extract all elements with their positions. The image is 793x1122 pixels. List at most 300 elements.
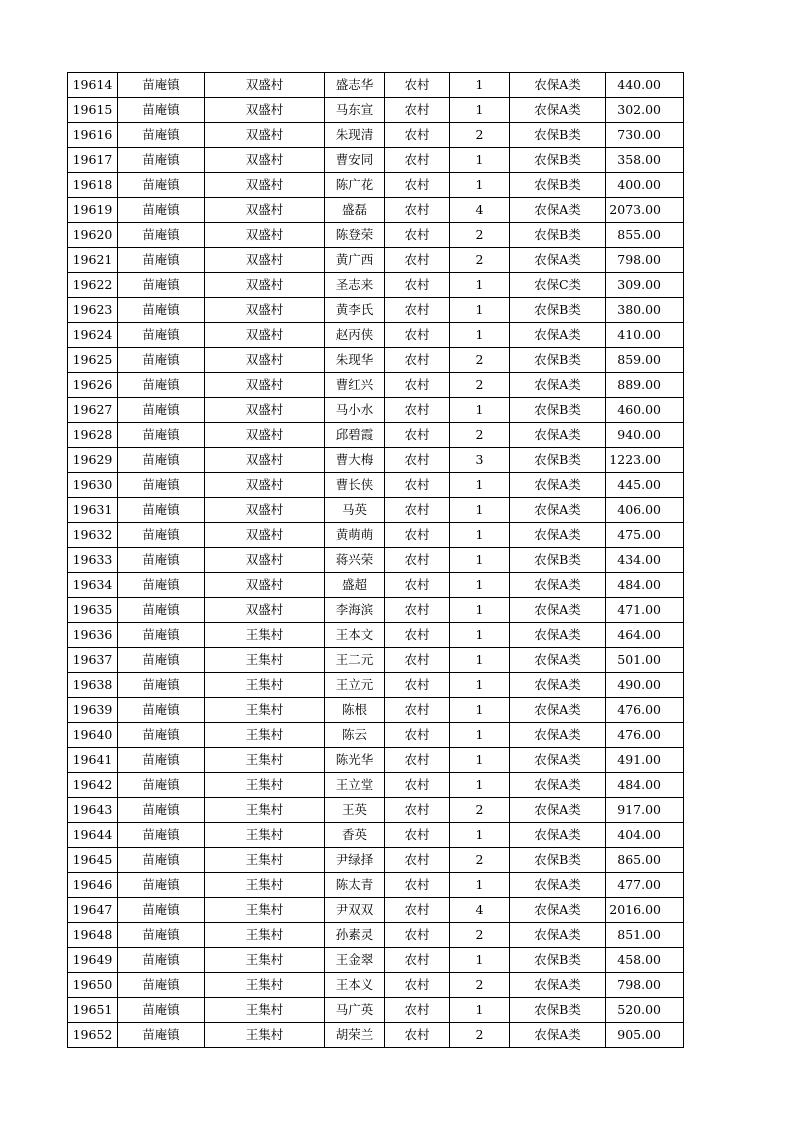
- table-row: [68, 448, 684, 473]
- count-cell: 2: [450, 348, 510, 373]
- name-cell: 黄萌萌: [325, 523, 385, 548]
- village-cell: 王集村: [205, 723, 325, 748]
- type-cell: 农保B类: [510, 148, 606, 173]
- category-cell: 农村: [385, 648, 450, 673]
- town-cell: 苗庵镇: [118, 748, 205, 773]
- category-cell: 农村: [385, 73, 450, 98]
- town-cell: 苗庵镇: [118, 498, 205, 523]
- row-id-cell: 19629: [68, 448, 118, 473]
- table-row: [68, 173, 684, 198]
- row-id-cell: 19636: [68, 623, 118, 648]
- name-cell: 曹红兴: [325, 373, 385, 398]
- category-cell: 农村: [385, 348, 450, 373]
- row-id-cell: 19633: [68, 548, 118, 573]
- category-cell: 农村: [385, 698, 450, 723]
- amount-cell: 440.00: [606, 73, 684, 98]
- town-cell: 苗庵镇: [118, 848, 205, 873]
- count-cell: 2: [450, 798, 510, 823]
- town-cell: 苗庵镇: [118, 398, 205, 423]
- name-cell: 盛超: [325, 573, 385, 598]
- category-cell: 农村: [385, 673, 450, 698]
- town-cell: 苗庵镇: [118, 523, 205, 548]
- table-row: [68, 823, 684, 848]
- count-cell: 1: [450, 298, 510, 323]
- town-cell: 苗庵镇: [118, 298, 205, 323]
- amount-cell: 404.00: [606, 823, 684, 848]
- category-cell: 农村: [385, 123, 450, 148]
- type-cell: 农保A类: [510, 673, 606, 698]
- row-id-cell: 19622: [68, 273, 118, 298]
- table-row: [68, 773, 684, 798]
- amount-cell: 905.00: [606, 1023, 684, 1048]
- table-row: [68, 298, 684, 323]
- count-cell: 1: [450, 473, 510, 498]
- name-cell: 朱现清: [325, 123, 385, 148]
- type-cell: 农保A类: [510, 773, 606, 798]
- amount-cell: 491.00: [606, 748, 684, 773]
- town-cell: 苗庵镇: [118, 998, 205, 1023]
- town-cell: 苗庵镇: [118, 973, 205, 998]
- type-cell: 农保C类: [510, 273, 606, 298]
- village-cell: 双盛村: [205, 498, 325, 523]
- type-cell: 农保B类: [510, 548, 606, 573]
- amount-cell: 471.00: [606, 598, 684, 623]
- row-id-cell: 19631: [68, 498, 118, 523]
- name-cell: 陈广花: [325, 173, 385, 198]
- town-cell: 苗庵镇: [118, 648, 205, 673]
- name-cell: 陈登荣: [325, 223, 385, 248]
- row-id-cell: 19640: [68, 723, 118, 748]
- village-cell: 双盛村: [205, 348, 325, 373]
- village-cell: 王集村: [205, 648, 325, 673]
- town-cell: 苗庵镇: [118, 798, 205, 823]
- table-row: [68, 248, 684, 273]
- town-cell: 苗庵镇: [118, 273, 205, 298]
- town-cell: 苗庵镇: [118, 348, 205, 373]
- type-cell: 农保A类: [510, 98, 606, 123]
- village-cell: 双盛村: [205, 198, 325, 223]
- count-cell: 1: [450, 948, 510, 973]
- village-cell: 双盛村: [205, 573, 325, 598]
- row-id-cell: 19617: [68, 148, 118, 173]
- row-id-cell: 19634: [68, 573, 118, 598]
- category-cell: 农村: [385, 798, 450, 823]
- village-cell: 王集村: [205, 1023, 325, 1048]
- table-row: [68, 998, 684, 1023]
- row-id-cell: 19635: [68, 598, 118, 623]
- town-cell: 苗庵镇: [118, 923, 205, 948]
- type-cell: 农保B类: [510, 173, 606, 198]
- name-cell: 邱碧霞: [325, 423, 385, 448]
- count-cell: 1: [450, 323, 510, 348]
- amount-cell: 475.00: [606, 523, 684, 548]
- name-cell: 尹绿择: [325, 848, 385, 873]
- village-cell: 双盛村: [205, 473, 325, 498]
- village-cell: 王集村: [205, 773, 325, 798]
- count-cell: 1: [450, 273, 510, 298]
- amount-cell: 434.00: [606, 548, 684, 573]
- table-row: [68, 573, 684, 598]
- category-cell: 农村: [385, 923, 450, 948]
- table-row: [68, 973, 684, 998]
- village-cell: 王集村: [205, 973, 325, 998]
- category-cell: 农村: [385, 98, 450, 123]
- name-cell: 曹长侠: [325, 473, 385, 498]
- village-cell: 王集村: [205, 673, 325, 698]
- count-cell: 1: [450, 73, 510, 98]
- table-row: [68, 923, 684, 948]
- type-cell: 农保A类: [510, 523, 606, 548]
- count-cell: 2: [450, 123, 510, 148]
- town-cell: 苗庵镇: [118, 698, 205, 723]
- amount-cell: 380.00: [606, 298, 684, 323]
- category-cell: 农村: [385, 598, 450, 623]
- amount-cell: 859.00: [606, 348, 684, 373]
- count-cell: 2: [450, 1023, 510, 1048]
- table-row: [68, 623, 684, 648]
- count-cell: 2: [450, 373, 510, 398]
- row-id-cell: 19650: [68, 973, 118, 998]
- village-cell: 王集村: [205, 623, 325, 648]
- category-cell: 农村: [385, 273, 450, 298]
- type-cell: 农保A类: [510, 423, 606, 448]
- table-row: [68, 523, 684, 548]
- amount-cell: 798.00: [606, 248, 684, 273]
- amount-cell: 484.00: [606, 573, 684, 598]
- village-cell: 双盛村: [205, 523, 325, 548]
- name-cell: 王立元: [325, 673, 385, 698]
- table-row: [68, 848, 684, 873]
- amount-cell: 2016.00: [606, 898, 684, 923]
- category-cell: 农村: [385, 173, 450, 198]
- type-cell: 农保A类: [510, 1023, 606, 1048]
- amount-cell: 458.00: [606, 948, 684, 973]
- row-id-cell: 19626: [68, 373, 118, 398]
- category-cell: 农村: [385, 148, 450, 173]
- village-cell: 双盛村: [205, 148, 325, 173]
- town-cell: 苗庵镇: [118, 223, 205, 248]
- count-cell: 1: [450, 598, 510, 623]
- row-id-cell: 19638: [68, 673, 118, 698]
- name-cell: 马东宣: [325, 98, 385, 123]
- amount-cell: 889.00: [606, 373, 684, 398]
- amount-cell: 358.00: [606, 148, 684, 173]
- village-cell: 王集村: [205, 848, 325, 873]
- row-id-cell: 19646: [68, 873, 118, 898]
- village-cell: 王集村: [205, 798, 325, 823]
- row-id-cell: 19645: [68, 848, 118, 873]
- name-cell: 李海滨: [325, 598, 385, 623]
- town-cell: 苗庵镇: [118, 548, 205, 573]
- table-row: [68, 723, 684, 748]
- category-cell: 农村: [385, 573, 450, 598]
- row-id-cell: 19620: [68, 223, 118, 248]
- town-cell: 苗庵镇: [118, 898, 205, 923]
- count-cell: 2: [450, 973, 510, 998]
- row-id-cell: 19643: [68, 798, 118, 823]
- name-cell: 黄李氏: [325, 298, 385, 323]
- category-cell: 农村: [385, 723, 450, 748]
- count-cell: 3: [450, 448, 510, 473]
- town-cell: 苗庵镇: [118, 173, 205, 198]
- row-id-cell: 19652: [68, 1023, 118, 1048]
- town-cell: 苗庵镇: [118, 123, 205, 148]
- table-row: [68, 98, 684, 123]
- amount-cell: 406.00: [606, 498, 684, 523]
- type-cell: 农保B类: [510, 448, 606, 473]
- row-id-cell: 19628: [68, 423, 118, 448]
- category-cell: 农村: [385, 748, 450, 773]
- town-cell: 苗庵镇: [118, 423, 205, 448]
- row-id-cell: 19614: [68, 73, 118, 98]
- village-cell: 双盛村: [205, 448, 325, 473]
- amount-cell: 410.00: [606, 323, 684, 348]
- name-cell: 王本文: [325, 623, 385, 648]
- table-row: [68, 498, 684, 523]
- count-cell: 1: [450, 173, 510, 198]
- type-cell: 农保A类: [510, 723, 606, 748]
- table-row: [68, 698, 684, 723]
- category-cell: 农村: [385, 373, 450, 398]
- table-row: [68, 798, 684, 823]
- category-cell: 农村: [385, 498, 450, 523]
- category-cell: 农村: [385, 523, 450, 548]
- name-cell: 王二元: [325, 648, 385, 673]
- type-cell: 农保A类: [510, 473, 606, 498]
- category-cell: 农村: [385, 548, 450, 573]
- row-id-cell: 19632: [68, 523, 118, 548]
- row-id-cell: 19641: [68, 748, 118, 773]
- table-row: [68, 598, 684, 623]
- category-cell: 农村: [385, 423, 450, 448]
- table-row: [68, 473, 684, 498]
- category-cell: 农村: [385, 223, 450, 248]
- category-cell: 农村: [385, 623, 450, 648]
- table-row: [68, 273, 684, 298]
- town-cell: 苗庵镇: [118, 823, 205, 848]
- town-cell: 苗庵镇: [118, 323, 205, 348]
- amount-cell: 501.00: [606, 648, 684, 673]
- category-cell: 农村: [385, 448, 450, 473]
- town-cell: 苗庵镇: [118, 573, 205, 598]
- amount-cell: 917.00: [606, 798, 684, 823]
- row-id-cell: 19623: [68, 298, 118, 323]
- type-cell: 农保A类: [510, 598, 606, 623]
- type-cell: 农保A类: [510, 923, 606, 948]
- count-cell: 2: [450, 248, 510, 273]
- type-cell: 农保A类: [510, 373, 606, 398]
- type-cell: 农保A类: [510, 73, 606, 98]
- count-cell: 1: [450, 723, 510, 748]
- count-cell: 1: [450, 773, 510, 798]
- type-cell: 农保A类: [510, 823, 606, 848]
- village-cell: 双盛村: [205, 73, 325, 98]
- table-row: [68, 73, 684, 98]
- category-cell: 农村: [385, 773, 450, 798]
- count-cell: 1: [450, 398, 510, 423]
- type-cell: 农保A类: [510, 623, 606, 648]
- table-body: [68, 73, 684, 1048]
- category-cell: 农村: [385, 323, 450, 348]
- type-cell: 农保A类: [510, 798, 606, 823]
- village-cell: 双盛村: [205, 298, 325, 323]
- category-cell: 农村: [385, 473, 450, 498]
- town-cell: 苗庵镇: [118, 673, 205, 698]
- name-cell: 盛志华: [325, 73, 385, 98]
- town-cell: 苗庵镇: [118, 723, 205, 748]
- category-cell: 农村: [385, 248, 450, 273]
- town-cell: 苗庵镇: [118, 448, 205, 473]
- name-cell: 王金翠: [325, 948, 385, 973]
- village-cell: 王集村: [205, 898, 325, 923]
- town-cell: 苗庵镇: [118, 773, 205, 798]
- town-cell: 苗庵镇: [118, 73, 205, 98]
- village-cell: 双盛村: [205, 248, 325, 273]
- table-row: [68, 398, 684, 423]
- town-cell: 苗庵镇: [118, 473, 205, 498]
- amount-cell: 851.00: [606, 923, 684, 948]
- category-cell: 农村: [385, 198, 450, 223]
- name-cell: 黄广西: [325, 248, 385, 273]
- type-cell: 农保A类: [510, 323, 606, 348]
- table-row: [68, 648, 684, 673]
- name-cell: 马小水: [325, 398, 385, 423]
- name-cell: 王立堂: [325, 773, 385, 798]
- town-cell: 苗庵镇: [118, 873, 205, 898]
- type-cell: 农保B类: [510, 223, 606, 248]
- count-cell: 1: [450, 623, 510, 648]
- name-cell: 马英: [325, 498, 385, 523]
- village-cell: 王集村: [205, 948, 325, 973]
- name-cell: 孙素灵: [325, 923, 385, 948]
- village-cell: 双盛村: [205, 423, 325, 448]
- town-cell: 苗庵镇: [118, 98, 205, 123]
- category-cell: 农村: [385, 998, 450, 1023]
- table-row: [68, 423, 684, 448]
- village-cell: 双盛村: [205, 223, 325, 248]
- name-cell: 曹安同: [325, 148, 385, 173]
- type-cell: 农保A类: [510, 573, 606, 598]
- amount-cell: 476.00: [606, 698, 684, 723]
- type-cell: 农保A类: [510, 898, 606, 923]
- row-id-cell: 19630: [68, 473, 118, 498]
- table-row: [68, 373, 684, 398]
- name-cell: 陈光华: [325, 748, 385, 773]
- count-cell: 1: [450, 873, 510, 898]
- category-cell: 农村: [385, 848, 450, 873]
- count-cell: 4: [450, 898, 510, 923]
- name-cell: 曹大梅: [325, 448, 385, 473]
- name-cell: 盛磊: [325, 198, 385, 223]
- type-cell: 农保A类: [510, 698, 606, 723]
- table-row: [68, 323, 684, 348]
- amount-cell: 460.00: [606, 398, 684, 423]
- town-cell: 苗庵镇: [118, 1023, 205, 1048]
- count-cell: 1: [450, 98, 510, 123]
- count-cell: 1: [450, 498, 510, 523]
- table-row: [68, 148, 684, 173]
- category-cell: 农村: [385, 298, 450, 323]
- category-cell: 农村: [385, 1023, 450, 1048]
- count-cell: 2: [450, 923, 510, 948]
- type-cell: 农保B类: [510, 948, 606, 973]
- village-cell: 王集村: [205, 998, 325, 1023]
- row-id-cell: 19651: [68, 998, 118, 1023]
- amount-cell: 855.00: [606, 223, 684, 248]
- count-cell: 2: [450, 223, 510, 248]
- count-cell: 1: [450, 748, 510, 773]
- village-cell: 双盛村: [205, 123, 325, 148]
- count-cell: 1: [450, 673, 510, 698]
- village-cell: 双盛村: [205, 398, 325, 423]
- town-cell: 苗庵镇: [118, 598, 205, 623]
- count-cell: 1: [450, 523, 510, 548]
- village-cell: 王集村: [205, 873, 325, 898]
- amount-cell: 477.00: [606, 873, 684, 898]
- type-cell: 农保A类: [510, 648, 606, 673]
- row-id-cell: 19642: [68, 773, 118, 798]
- category-cell: 农村: [385, 398, 450, 423]
- village-cell: 双盛村: [205, 548, 325, 573]
- village-cell: 双盛村: [205, 323, 325, 348]
- amount-cell: 1223.00: [606, 448, 684, 473]
- village-cell: 双盛村: [205, 98, 325, 123]
- row-id-cell: 19624: [68, 323, 118, 348]
- count-cell: 1: [450, 823, 510, 848]
- count-cell: 1: [450, 148, 510, 173]
- row-id-cell: 19637: [68, 648, 118, 673]
- amount-cell: 309.00: [606, 273, 684, 298]
- town-cell: 苗庵镇: [118, 623, 205, 648]
- name-cell: 陈太青: [325, 873, 385, 898]
- count-cell: 1: [450, 698, 510, 723]
- count-cell: 1: [450, 573, 510, 598]
- name-cell: 香英: [325, 823, 385, 848]
- row-id-cell: 19647: [68, 898, 118, 923]
- town-cell: 苗庵镇: [118, 948, 205, 973]
- village-cell: 双盛村: [205, 273, 325, 298]
- name-cell: 陈根: [325, 698, 385, 723]
- row-id-cell: 19644: [68, 823, 118, 848]
- row-id-cell: 19616: [68, 123, 118, 148]
- table-row: [68, 948, 684, 973]
- table-row: [68, 673, 684, 698]
- type-cell: 农保A类: [510, 748, 606, 773]
- name-cell: 蒋兴荣: [325, 548, 385, 573]
- count-cell: 1: [450, 998, 510, 1023]
- category-cell: 农村: [385, 948, 450, 973]
- name-cell: 朱现华: [325, 348, 385, 373]
- type-cell: 农保B类: [510, 298, 606, 323]
- category-cell: 农村: [385, 898, 450, 923]
- category-cell: 农村: [385, 973, 450, 998]
- table-row: [68, 1023, 684, 1048]
- amount-cell: 400.00: [606, 173, 684, 198]
- amount-cell: 445.00: [606, 473, 684, 498]
- name-cell: 王本义: [325, 973, 385, 998]
- count-cell: 1: [450, 648, 510, 673]
- row-id-cell: 19648: [68, 923, 118, 948]
- row-id-cell: 19625: [68, 348, 118, 373]
- amount-cell: 484.00: [606, 773, 684, 798]
- table-row: [68, 123, 684, 148]
- name-cell: 赵丙侠: [325, 323, 385, 348]
- count-cell: 1: [450, 548, 510, 573]
- town-cell: 苗庵镇: [118, 248, 205, 273]
- amount-cell: 302.00: [606, 98, 684, 123]
- amount-cell: 730.00: [606, 123, 684, 148]
- table-row: [68, 223, 684, 248]
